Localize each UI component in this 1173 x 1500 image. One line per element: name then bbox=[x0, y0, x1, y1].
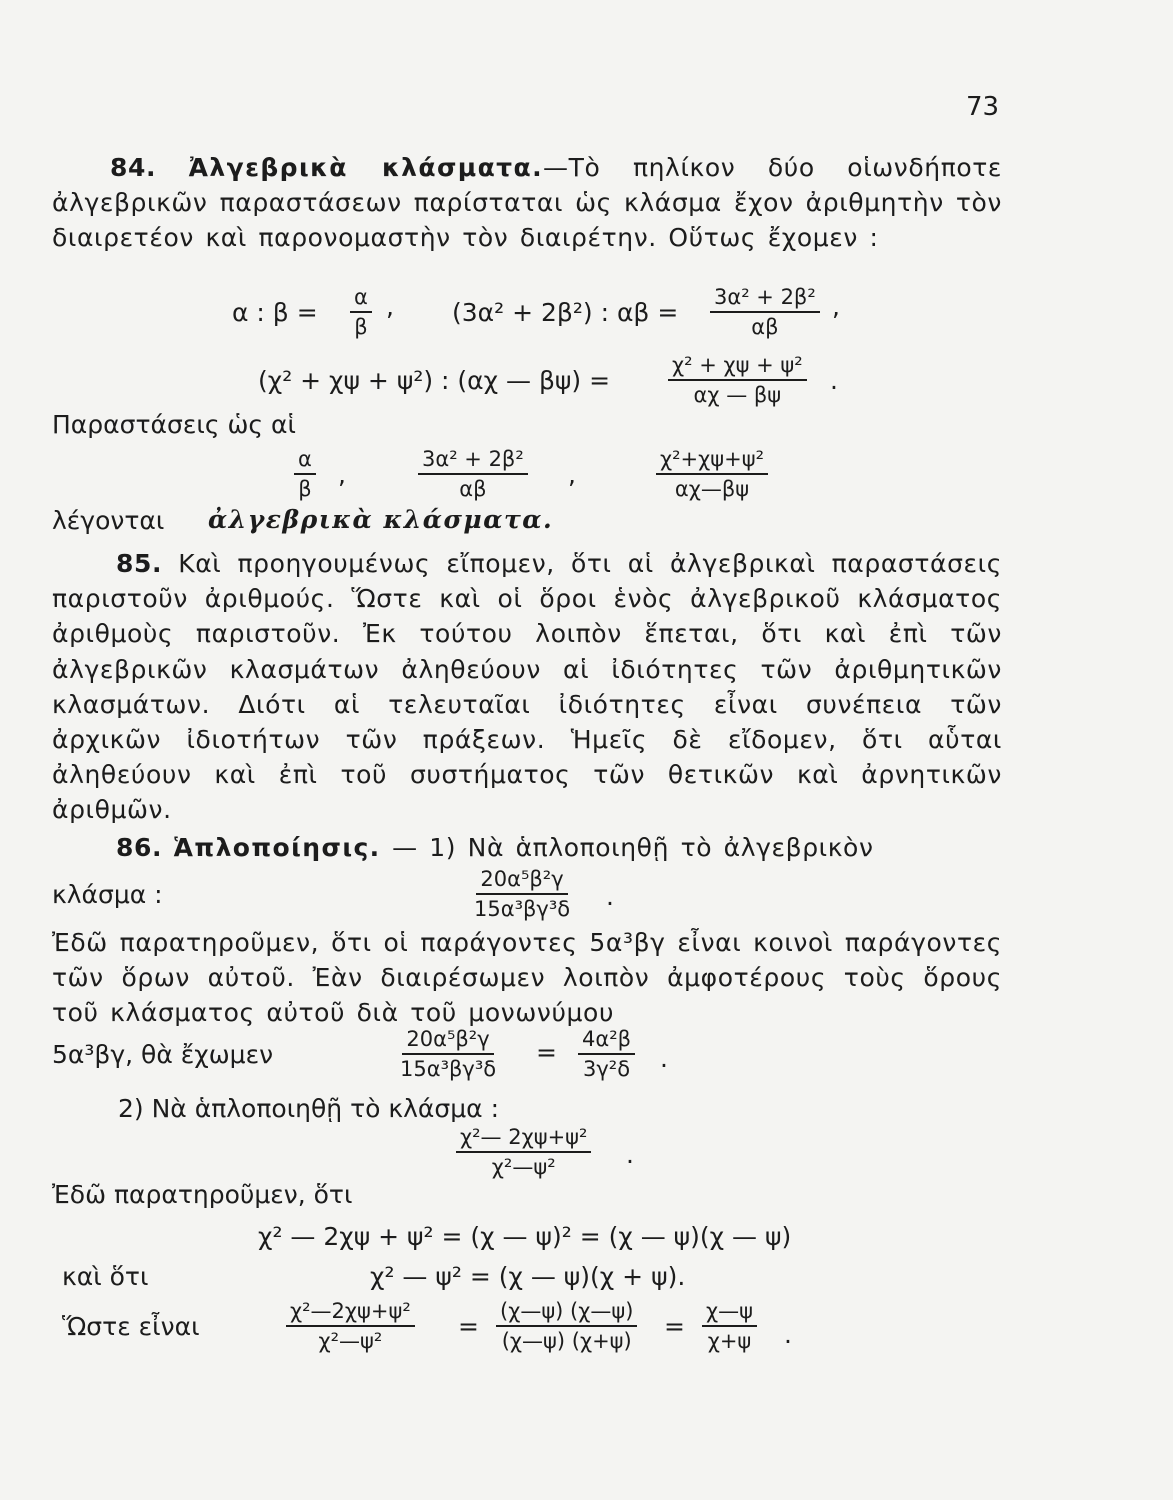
section-84-heading: Ἀλγεβρικὰ κλάσματα. bbox=[188, 153, 544, 182]
section-85-paragraph bbox=[52, 546, 1002, 828]
final-fraction-3-denominator: χ+ψ bbox=[707, 1329, 752, 1353]
eq1-comma: , bbox=[386, 292, 394, 321]
example2-numerator: 3α² + 2β² bbox=[418, 446, 528, 475]
section-86-paragraph2 bbox=[52, 925, 1002, 1031]
final-fraction-1 bbox=[286, 1298, 415, 1354]
section-86-line1 bbox=[52, 830, 1002, 865]
eq3-dot: . bbox=[830, 366, 838, 395]
section-86-text2: Ἐδῶ παρατηροῦμεν, ὅτι οἱ παράγοντες 5α³βγ εἶναι κοινοὶ παράγοντες τῶν ὅρων αὐτοῦ. Ἐὰν διαιρέσωμεν λοιπὸν ἀμφοτέρους τοὺς ὅρους τοῦ κλάσματος αὐτοῦ διὰ τοῦ μονωνύμου bbox=[52, 928, 1002, 1028]
eq1-left: α : β = bbox=[232, 298, 318, 327]
final-fraction-3-numerator: χ—ψ bbox=[702, 1298, 757, 1327]
final-fraction-2-denominator: (χ—ψ) (χ+ψ) bbox=[501, 1329, 632, 1353]
eq2-left: (3α² + 2β²) : αβ = bbox=[452, 298, 679, 327]
fraction-simplify-left-denominator: 15α³βγ³δ bbox=[400, 1057, 497, 1081]
final-dot: . bbox=[784, 1320, 792, 1349]
example1-fraction bbox=[294, 446, 316, 502]
eq2-numerator: 3α² + 2β² bbox=[710, 284, 820, 313]
equals-sign: = bbox=[536, 1038, 557, 1067]
fraction-simplify-left bbox=[400, 1026, 496, 1082]
eq2-comma: , bbox=[832, 292, 840, 321]
fraction-simplify-right-numerator: 4α²β bbox=[578, 1026, 635, 1055]
fraction-simplify-right bbox=[578, 1026, 635, 1082]
eq3-fraction bbox=[668, 352, 807, 408]
example2-denominator: αβ bbox=[459, 477, 487, 501]
final-fraction-1-numerator: χ²—2χψ+ψ² bbox=[286, 1298, 415, 1327]
fraction-part2-denominator: χ²—ψ² bbox=[491, 1155, 556, 1179]
example1-numerator: α bbox=[294, 446, 316, 475]
section-85-text: Καὶ προηγουμένως εἴπομεν, ὅτι αἱ ἀλγεβρικαὶ παραστάσεις παριστοῦν ἀριθμούς. Ὥστε καὶ οἱ ὅροι ἑνὸς ἀλγεβρικοῦ κλάσματος ἀριθμοὺς παριστοῦν. Ἐκ τούτου λοιπὸν ἕπεται, ὅτι καὶ ἐπὶ τῶν ἀλγεβρικῶν κλασμάτων ἀληθεύουν αἱ ἰδιότητες τῶν ἀριθμητικῶν κλασμάτων. Διότι αἱ τελευταῖαι ἰδιότητες εἶναι συνέπεια τῶν ἀρχικῶν ἰδιοτήτων τῶν πράξεων. Ἡμεῖς δὲ εἴδομεν, ὅτι αὗται ἀληθεύουν καὶ ἐπὶ τοῦ συστήματος τῶν θετικῶν καὶ ἀρνητικῶν ἀριθμῶν. bbox=[52, 549, 1002, 825]
fraction-simplify-right-denominator: 3γ²δ bbox=[582, 1057, 631, 1081]
eq2-fraction bbox=[710, 284, 820, 340]
example2-fraction bbox=[418, 446, 528, 502]
fraction-simplify-left-numerator: 20α⁵β²γ bbox=[402, 1026, 493, 1055]
oste-label: Ὥστε εἶναι bbox=[62, 1312, 200, 1341]
legontai-text: λέγονται bbox=[52, 506, 165, 535]
eq1-numerator: α bbox=[350, 284, 372, 313]
equation-square-expansion: χ² — 2χψ + ψ² = (χ — ψ)² = (χ — ψ)(χ — ψ) bbox=[258, 1222, 792, 1251]
part2-dot: . bbox=[626, 1140, 634, 1169]
term-algebraic-fractions: ἀλγεβρικὰ κλάσματα. bbox=[208, 505, 554, 534]
section-86-text3: 5α³βγ, θὰ ἔχωμεν bbox=[52, 1040, 274, 1069]
example3-denominator: αχ—βψ bbox=[674, 477, 750, 501]
fraction-20a5-dot: . bbox=[606, 882, 614, 911]
examples-label: Παραστάσεις ὡς αἱ bbox=[52, 410, 296, 439]
section-84-text: —Τὸ πηλίκον δύο οἱωνδήποτε ἀλγεβρικῶν παραστάσεων παρίσταται ὡς κλάσμα ἔχον ἀριθμητὴν τὸν διαιρετέον καὶ παρονομαστὴν τὸν διαιρέτην. Οὕτως ἔχομεν : bbox=[52, 153, 1003, 253]
part2-label: 2) Νὰ ἁπλοποιηθῇ τὸ κλάσμα : bbox=[118, 1094, 499, 1123]
section-86-heading: Ἁπλοποίησις. bbox=[173, 833, 381, 862]
fraction-part2 bbox=[456, 1124, 591, 1180]
simplify-dot: . bbox=[660, 1044, 668, 1073]
final-fraction-3 bbox=[702, 1298, 757, 1354]
klasma-label: κλάσμα : bbox=[52, 880, 163, 909]
final-fraction-2-numerator: (χ—ψ) (χ—ψ) bbox=[496, 1298, 637, 1327]
final-fraction-1-denominator: χ²—ψ² bbox=[318, 1329, 383, 1353]
kai-oti-label: καὶ ὅτι bbox=[62, 1262, 149, 1291]
eq3-denominator: αχ — βψ bbox=[693, 383, 782, 407]
section-86-number: 86. bbox=[116, 833, 163, 862]
final-equals-2: = bbox=[664, 1312, 685, 1341]
fraction-part2-numerator: χ²— 2χψ+ψ² bbox=[456, 1124, 591, 1153]
example1-comma: , bbox=[338, 460, 346, 489]
fraction-20a5-denominator: 15α³βγ³δ bbox=[474, 897, 571, 921]
final-equals-1: = bbox=[458, 1312, 479, 1341]
eq3-numerator: χ² + χψ + ψ² bbox=[668, 352, 807, 381]
section-84-paragraph bbox=[52, 150, 1002, 256]
example3-numerator: χ²+χψ+ψ² bbox=[656, 446, 768, 475]
section-84-number: 84. bbox=[110, 153, 157, 182]
fraction-20a5 bbox=[474, 866, 570, 922]
eq1-fraction bbox=[350, 284, 372, 340]
final-fraction-2 bbox=[496, 1298, 637, 1354]
example1-denominator: β bbox=[298, 477, 312, 501]
eq1-denominator: β bbox=[354, 315, 368, 339]
section-85-number: 85. bbox=[116, 549, 163, 578]
fraction-20a5-numerator: 20α⁵β²γ bbox=[476, 866, 567, 895]
eq3-left: (χ² + χψ + ψ²) : (αχ — βψ) = bbox=[258, 366, 611, 395]
example2-comma: , bbox=[568, 460, 576, 489]
edo-text: Ἐδῶ παρατηροῦμεν, ὅτι bbox=[52, 1180, 353, 1209]
example3-fraction bbox=[656, 446, 768, 502]
page-number: 73 bbox=[966, 92, 1000, 122]
eq2-denominator: αβ bbox=[751, 315, 779, 339]
equation-difference-squares: χ² — ψ² = (χ — ψ)(χ + ψ). bbox=[370, 1262, 686, 1291]
section-86-text1: — 1) Νὰ ἁπλοποιηθῇ τὸ ἀλγεβρικὸν bbox=[392, 833, 874, 862]
